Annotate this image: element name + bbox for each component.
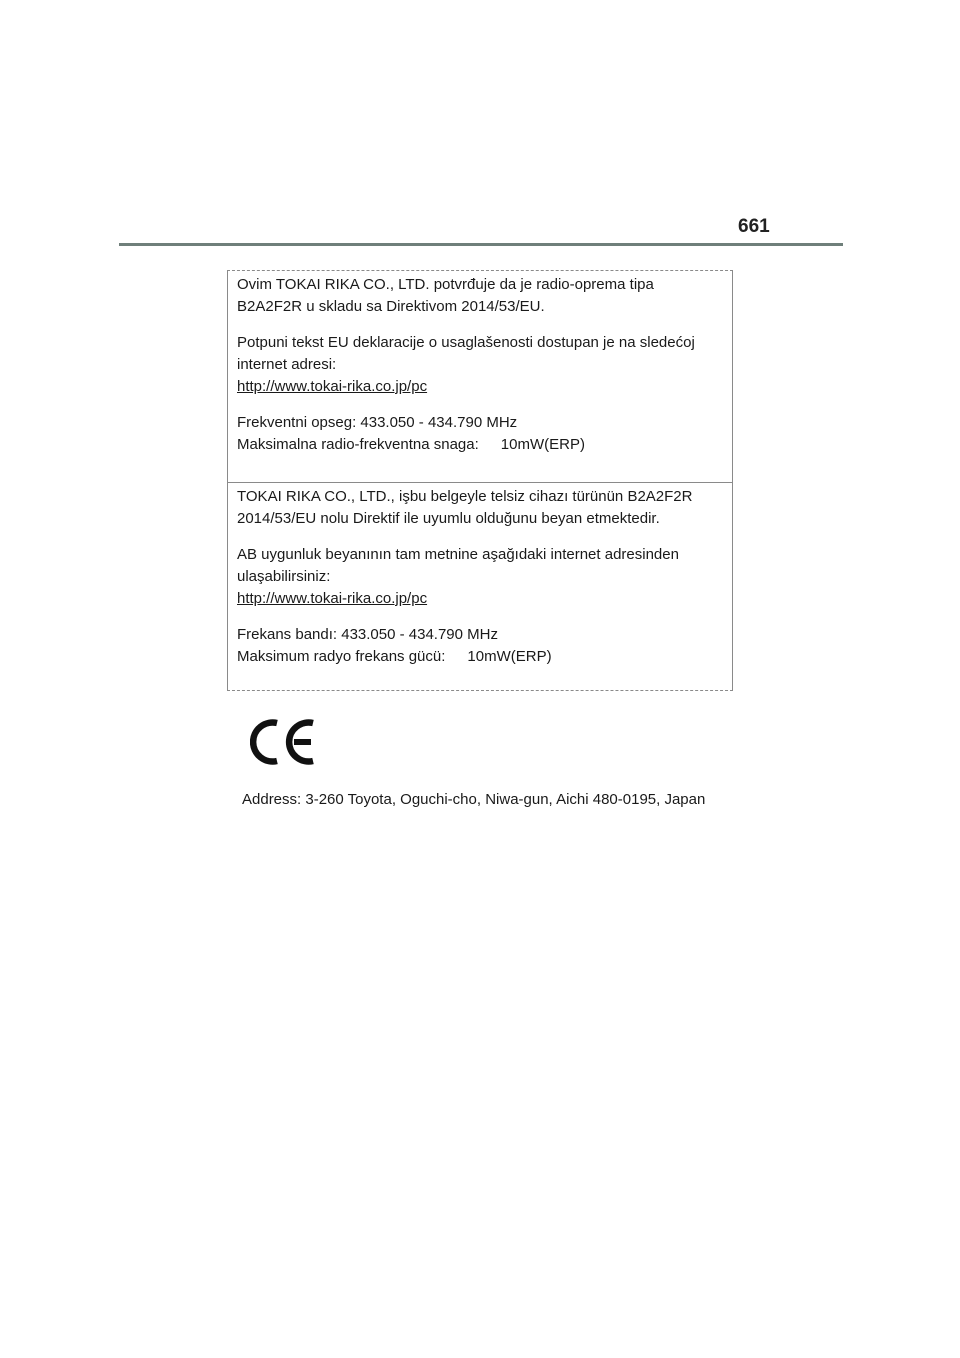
availability-line-2: internet adresi: (237, 356, 337, 373)
max-power-label: Maksimalna radio-frekventna snaga: (237, 436, 479, 453)
statement-line-1: Ovim TOKAI RIKA CO., LTD. potvrđuje da je radio-oprema tipa (237, 276, 654, 293)
declaration-url-link[interactable]: http://www.tokai-rika.co.jp/pc (237, 378, 428, 395)
declaration-box (227, 270, 733, 691)
max-power-value: 10mW(ERP) (500, 436, 585, 453)
max-power-label: Maksimum radyo frekans gücü: (237, 648, 446, 665)
page-number: 661 (738, 216, 770, 237)
statement-line-1: TOKAI RIKA CO., LTD., işbu belgeyle telsiz cihazı türünün B2A2F2R (237, 488, 693, 505)
statement-line-2: B2A2F2R u skladu sa Direktivom 2014/53/EU. (237, 298, 545, 315)
max-power-value: 10mW(ERP) (467, 648, 552, 665)
statement-line-2: 2014/53/EU nolu Direktif ile uyumlu olduğunu beyan etmektedir. (237, 510, 660, 527)
frequency-range: Frekventni opseg: 433.050 - 434.790 MHz (237, 414, 518, 431)
declaration-turkish (228, 482, 732, 668)
header-rule (119, 243, 843, 246)
declaration-serbian (228, 274, 732, 456)
availability-line-1: AB uygunluk beyanının tam metnine aşağıdaki internet adresinden (237, 546, 679, 563)
ce-mark-icon (250, 716, 316, 768)
availability-line-1: Potpuni tekst EU deklaracije o usaglašenosti dostupan je na sledećoj (237, 334, 695, 351)
declaration-url-link[interactable]: http://www.tokai-rika.co.jp/pc (237, 590, 428, 607)
frequency-range: Frekans bandı: 433.050 - 434.790 MHz (237, 626, 498, 643)
availability-line-2: ulaşabilirsiniz: (237, 568, 331, 585)
manufacturer-address: Address: 3-260 Toyota, Oguchi-cho, Niwa-gun, Aichi 480-0195, Japan (242, 791, 706, 808)
